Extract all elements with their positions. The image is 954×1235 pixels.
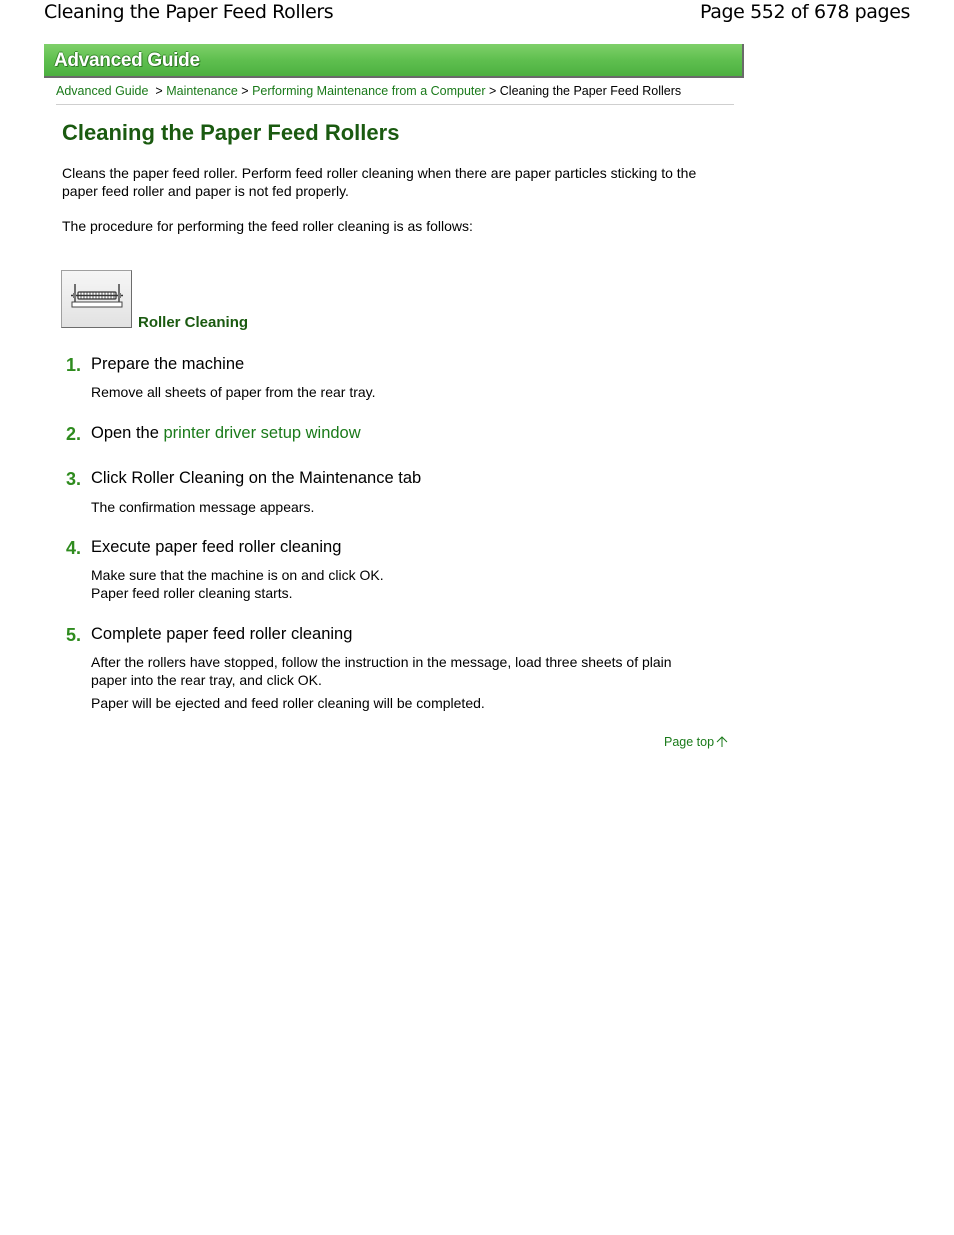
breadcrumb-separator: > (155, 84, 163, 98)
step-number: 1. (66, 355, 82, 375)
breadcrumb-link-performing-maintenance[interactable]: Performing Maintenance from a Computer (252, 84, 486, 98)
advanced-guide-banner (44, 44, 744, 78)
step-heading: Prepare the machine (91, 355, 245, 373)
breadcrumb-current: Cleaning the Paper Feed Rollers (499, 84, 682, 98)
page-header (0, 0, 954, 26)
intro-paragraph: Cleans the paper feed roller. Perform feed roller cleaning when there are paper particles sticking to the paper feed roller and paper is not fed properly. (62, 165, 697, 199)
step-heading: Execute paper feed roller cleaning (91, 538, 342, 556)
breadcrumb-divider (56, 104, 734, 105)
roller-cleaning-icon (69, 278, 125, 318)
step-heading: Complete paper feed roller cleaning (91, 625, 353, 643)
step-heading: Click Roller Cleaning on the Maintenance tab (91, 469, 422, 487)
step-number: 4. (66, 538, 82, 558)
breadcrumb (56, 83, 734, 99)
step-description: Paper will be ejected and feed roller cleaning will be completed. (91, 695, 485, 711)
page-title: Cleaning the Paper Feed Rollers (62, 120, 400, 145)
up-arrow-icon (716, 735, 728, 748)
step-number: 5. (66, 625, 82, 645)
step-description: Make sure that the machine is on and click OK. (91, 567, 384, 583)
breadcrumb-link-advanced-guide[interactable]: Advanced Guide (56, 84, 149, 98)
document-title: Cleaning the Paper Feed Rollers (44, 1, 334, 23)
step-description: Remove all sheets of paper from the rear tray. (91, 384, 376, 400)
roller-cleaning-button-image (61, 270, 132, 328)
page-top-label: Page top (664, 735, 715, 749)
page-counter: Page 552 of 678 pages (700, 1, 910, 23)
roller-cleaning-label: Roller Cleaning (138, 314, 249, 331)
breadcrumb-separator: > (488, 84, 497, 98)
step-number: 2. (66, 424, 82, 444)
banner-label: Advanced Guide (54, 50, 200, 71)
page-top-link[interactable] (664, 735, 728, 749)
breadcrumb-separator: > (241, 84, 249, 98)
step-description: Paper feed roller cleaning starts. (91, 585, 293, 601)
procedure-paragraph: The procedure for performing the feed roller cleaning is as follows: (62, 218, 473, 234)
step-heading-prefix: Open the (91, 424, 164, 442)
printer-driver-setup-link[interactable]: printer driver setup window (163, 424, 361, 442)
step-heading (91, 424, 361, 443)
step-description: After the rollers have stopped, follow the instruction in the message, load three sheets of plain paper into the rear tray, and click OK. (91, 654, 672, 688)
breadcrumb-link-maintenance[interactable]: Maintenance (166, 84, 238, 98)
step-number: 3. (66, 469, 82, 489)
step-description: The confirmation message appears. (91, 499, 315, 515)
